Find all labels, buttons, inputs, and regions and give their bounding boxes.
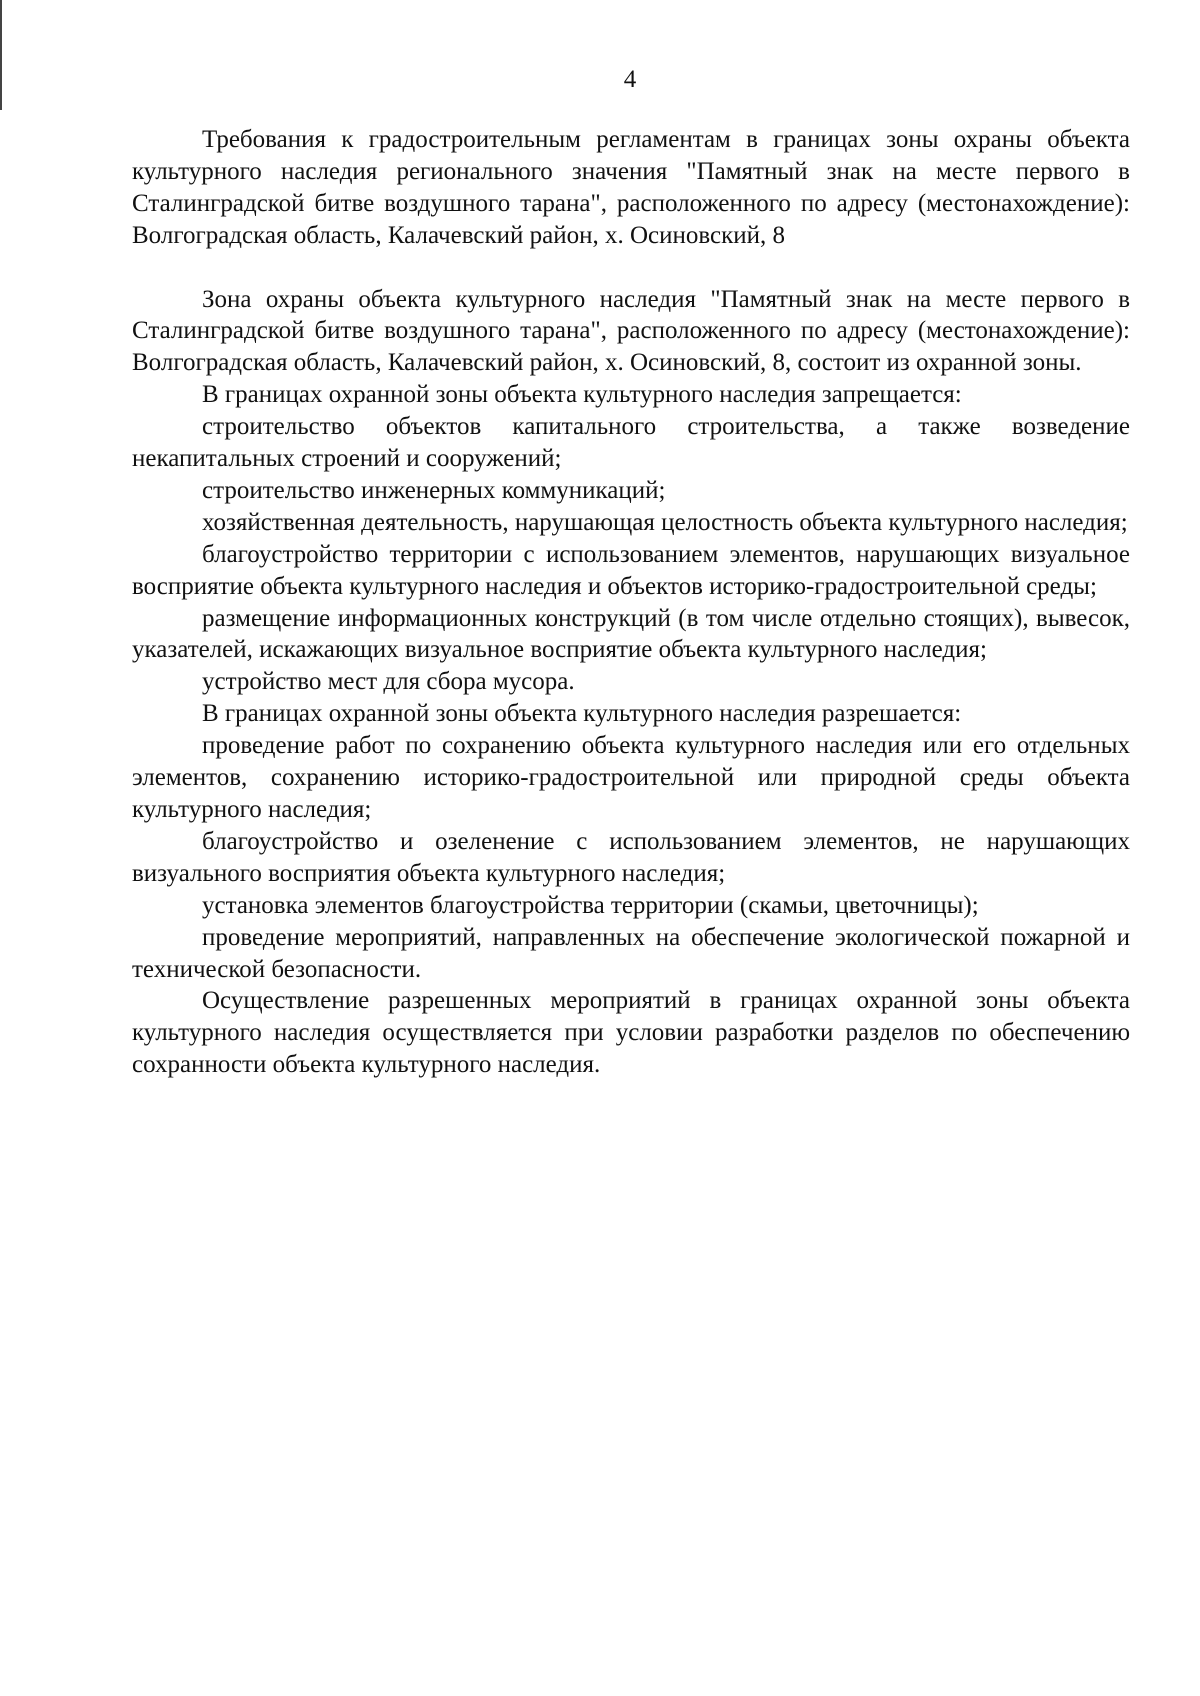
paragraph-zone-composition: Зона охраны объекта культурного наследия "Памятный знак на месте первого в Сталинградской битве воздушного тарана", расположенного по адресу (местонахождение): Волгоградская область, Калачевский район, х. Осиновский, 8, состоит из охранной зоны.: [132, 285, 1130, 377]
document-body: [132, 124, 1130, 1081]
paragraph-prohibited-landscaping: благоустройство территории с использованием элементов, нарушающих визуальное восприятие объекта культурного наследия и объектов историко-градостроительной среды;: [132, 540, 1130, 600]
paragraph-permitted-furniture: установка элементов благоустройства территории (скамьи, цветочницы);: [202, 891, 979, 919]
page-number: 4: [623, 66, 637, 93]
paragraph-permitted-heading: В границах охранной зоны объекта культурного наследия разрешается:: [202, 700, 962, 728]
paragraph-conditions: Осуществление разрешенных мероприятий в границах охранной зоны объекта культурного наследия осуществляется при условии разработки разделов по обеспечению сохранности объекта культурного наследия.: [132, 987, 1130, 1079]
paragraph-permitted-greening: благоустройство и озеленение с использованием элементов, не нарушающих визуального восприятия объекта культурного наследия;: [132, 827, 1130, 887]
paragraph-permitted-preservation: проведение работ по сохранению объекта культурного наследия или его отдельных элементов, сохранению историко-градостроительной или природной среды объекта культурного наследия;: [132, 732, 1130, 824]
paragraph-prohibited-heading: В границах охранной зоны объекта культурного наследия запрещается:: [202, 381, 962, 409]
paragraph-prohibited-engineering: строительство инженерных коммуникаций;: [202, 476, 666, 504]
paragraph-prohibited-economic: хозяйственная деятельность, нарушающая целостность объекта культурного наследия;: [202, 508, 1128, 536]
paragraph-prohibited-construction: строительство объектов капитального строительства, а также возведение некапитальных строений и сооружений;: [132, 413, 1130, 473]
document-title: Требования к градостроительным регламентам в границах зоны охраны объекта культурного наследия регионального значения "Памятный знак на месте первого в Сталинградской битве воздушного тарана", расположенного по адресу (местонахождение): Волгоградская область, Калачевский район, х. Осиновский, 8: [132, 126, 1130, 249]
paragraph-permitted-safety: проведение мероприятий, направленных на обеспечение экологической пожарной и технической безопасности.: [132, 923, 1130, 983]
paragraph-prohibited-waste: устройство мест для сбора мусора.: [202, 668, 575, 696]
paragraph-prohibited-signage: размещение информационных конструкций (в том числе отдельно стоящих), вывесок, указателей, искажающих визуальное восприятие объекта культурного наследия;: [132, 604, 1130, 664]
